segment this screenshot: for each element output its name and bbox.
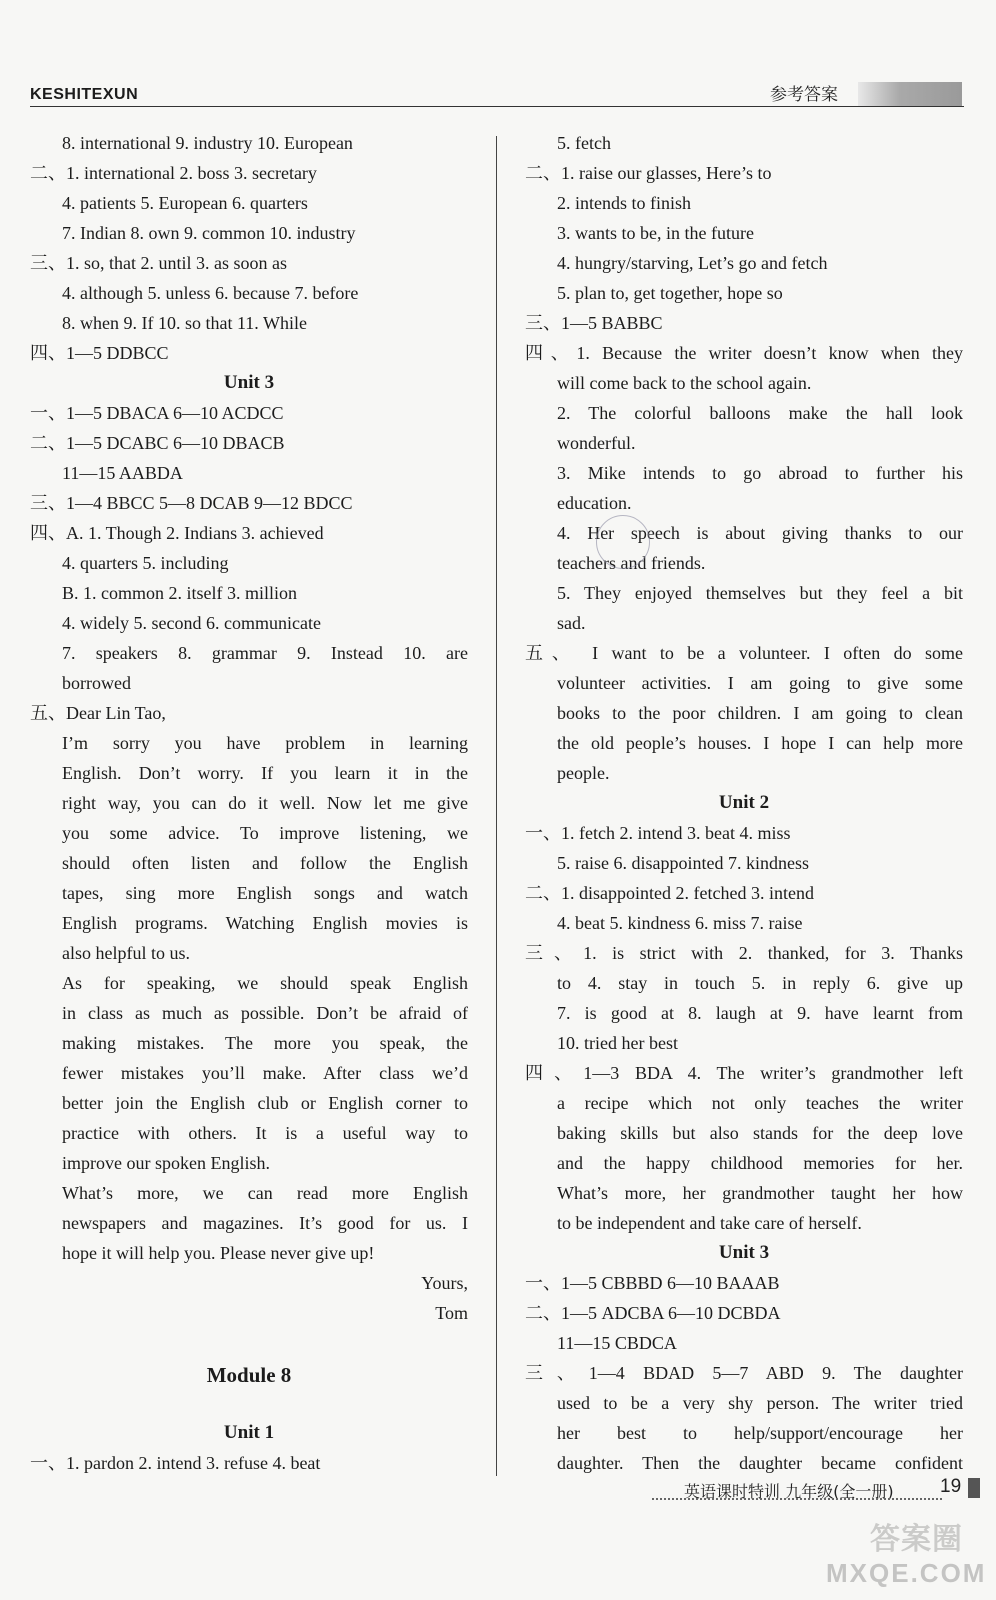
left-column-line (30, 1328, 468, 1358)
header-decoration-bar (858, 82, 962, 106)
left-column-line: As for speaking, we should speak English (62, 973, 468, 993)
right-column-line: a recipe which not only teaches the writer (557, 1093, 963, 1113)
right-column-line: 五、 I want to be a volunteer. I often do some (525, 643, 963, 663)
left-column-line: practice with others. It is a useful way to (62, 1123, 468, 1143)
right-column-line: 三、1—5 BABBC (525, 313, 663, 333)
left-column-line: you some advice. To improve listening, we (62, 823, 468, 843)
left-column-line: in class as much as possible. Don’t be afraid of (62, 1003, 468, 1023)
left-column-line: tapes, sing more English songs and watch (62, 883, 468, 903)
left-column-line: Module 8 (206, 1363, 292, 1387)
right-column-line: to 4. stay in touch 5. in reply 6. give up (557, 973, 963, 993)
left-column-line: Yours, (421, 1273, 468, 1293)
left-column-line: 三、1—4 BBCC 5—8 DCAB 9—12 BDCC (30, 493, 353, 513)
left-column-line: 11—15 AABDA (62, 463, 183, 483)
right-column-line: 一、1—5 CBBBD 6—10 BAAAB (525, 1273, 780, 1293)
right-column-line: 一、1. fetch 2. intend 3. beat 4. miss (525, 823, 791, 843)
left-column-line: 三、1. so, that 2. until 3. as soon as (30, 253, 287, 273)
right-column-line: baking skills but also stands for the deep love (557, 1123, 963, 1143)
left-column-line: 五、Dear Lin Tao, (30, 703, 166, 723)
left-column-line: 四、A. 1. Though 2. Indians 3. achieved (30, 523, 324, 543)
right-column-line: 二、1. raise our glasses, Here’s to (525, 163, 772, 183)
right-column-line: 3. wants to be, in the future (557, 223, 754, 243)
right-column-line: education. (557, 493, 632, 513)
left-column-line: better join the English club or English corner to (62, 1093, 468, 1113)
right-column-line: to be independent and take care of herself. (557, 1213, 862, 1233)
footer-decoration-bar (968, 1478, 980, 1498)
left-column-line: right way, you can do it well. Now let me give (62, 793, 468, 813)
footer-dotted-rule (652, 1498, 942, 1500)
left-column-line: 二、1. international 2. boss 3. secretary (30, 163, 317, 183)
seal-stamp (596, 515, 650, 569)
left-column-line: English programs. Watching English movies is (62, 913, 468, 933)
right-column-line: Unit 2 (718, 792, 770, 813)
left-column-line: 4. patients 5. European 6. quarters (62, 193, 308, 213)
right-column-line: 5. They enjoyed themselves but they feel a bit (557, 583, 963, 603)
right-column-line: 4. beat 5. kindness 6. miss 7. raise (557, 913, 803, 933)
left-column (30, 128, 468, 1478)
right-column-line: will come back to the school again. (557, 373, 812, 393)
left-column-line: Unit 1 (223, 1422, 275, 1443)
right-column-line: 三、1. is strict with 2. thanked, for 3. Thanks (525, 943, 963, 963)
left-column-line: also helpful to us. (62, 943, 190, 963)
left-column-line: 7. speakers 8. grammar 9. Instead 10. are (62, 643, 468, 663)
left-column-line: What’s more, we can read more English (62, 1183, 468, 1203)
header-title: 参考答案 (770, 85, 838, 105)
right-column-line: 4. hungry/starving, Let’s go and fetch (557, 253, 828, 273)
right-column-line: 5. fetch (557, 133, 611, 153)
watermark-url: MXQE.COM (826, 1558, 987, 1588)
right-column-line: her best to help/support/encourage her (557, 1423, 963, 1443)
right-column-line: 4. Her speech is about giving thanks to our (557, 523, 963, 543)
left-column-line: I’m sorry you have problem in learning (62, 733, 468, 753)
right-column (525, 128, 963, 1478)
right-column-line: books to the poor children. I am going to clean (557, 703, 963, 723)
left-column-line: English. Don’t worry. If you learn it in the (62, 763, 468, 783)
left-column-line: should often listen and follow the English (62, 853, 468, 873)
right-column-line: the old people’s houses. I hope I can help more (557, 733, 963, 753)
page-number: 19 (940, 1476, 962, 1497)
left-column-line: improve our spoken English. (62, 1153, 270, 1173)
right-column-line: 四、1—3 BDA 4. The writer’s grandmother left (525, 1063, 963, 1083)
left-column-line: newspapers and magazines. It’s good for us. I (62, 1213, 468, 1233)
right-column-line: people. (557, 763, 610, 783)
header-rule (30, 106, 964, 107)
left-column-line: hope it will help you. Please never give up! (62, 1243, 375, 1263)
left-column-line: Unit 3 (223, 372, 275, 393)
header-brand: KESHITEXUN (30, 86, 139, 103)
right-column-line: 7. is good at 8. laugh at 9. have learnt from (557, 1003, 963, 1023)
right-column-line: 2. The colorful balloons make the hall look (557, 403, 963, 423)
right-column-line: daughter. Then the daughter became confident (557, 1453, 963, 1473)
left-column-line: 7. Indian 8. own 9. common 10. industry (62, 223, 356, 243)
right-column-line: teachers and friends. (557, 553, 706, 573)
right-column-line: 二、1—5 ADCBA 6—10 DCBDA (525, 1303, 781, 1323)
right-column-line: wonderful. (557, 433, 636, 453)
left-column-line: 一、1. pardon 2. intend 3. refuse 4. beat (30, 1453, 321, 1473)
right-column-line: 3. Mike intends to go abroad to further his (557, 463, 963, 483)
right-column-line: and the happy childhood memories for her. (557, 1153, 963, 1173)
right-column-line: Unit 3 (718, 1242, 770, 1263)
right-column-line: 2. intends to finish (557, 193, 691, 213)
right-column-line: 10. tried her best (557, 1033, 678, 1053)
left-column-line: 8. when 9. If 10. so that 11. While (62, 313, 307, 333)
left-column-line: making mistakes. The more you speak, the (62, 1033, 468, 1053)
right-column-line: What’s more, her grandmother taught her how (557, 1183, 963, 1203)
right-column-line: volunteer activities. I am going to give some (557, 673, 963, 693)
right-column-line: 三、1—4 BDAD 5—7 ABD 9. The daughter (525, 1363, 963, 1383)
right-column-line: 11—15 CBDCA (557, 1333, 677, 1353)
left-column-line: 一、1—5 DBACA 6—10 ACDCC (30, 403, 284, 423)
left-column-line: 二、1—5 DCABC 6—10 DBACB (30, 433, 285, 453)
right-column-line: 四、1. Because the writer doesn’t know when they (525, 343, 963, 363)
left-column-line (30, 1392, 468, 1418)
left-column-line: 4. although 5. unless 6. because 7. before (62, 283, 359, 303)
watermark-logo: 答案圈 (870, 1523, 963, 1556)
left-column-line: 8. international 9. industry 10. European (62, 133, 353, 153)
left-column-line: 4. quarters 5. including (62, 553, 229, 573)
right-column-line: 二、1. disappointed 2. fetched 3. intend (525, 883, 814, 903)
left-column-line: B. 1. common 2. itself 3. million (62, 583, 297, 603)
left-column-line: 4. widely 5. second 6. communicate (62, 613, 321, 633)
footer-book-title: 英语课时特训 九年级(全一册) (684, 1482, 894, 1501)
right-column-line: 5. raise 6. disappointed 7. kindness (557, 853, 809, 873)
left-column-line: 四、1—5 DDBCC (30, 343, 169, 363)
column-divider (496, 136, 497, 1476)
left-column-line: borrowed (62, 673, 131, 693)
right-column-line: 5. plan to, get together, hope so (557, 283, 783, 303)
right-column-line: sad. (557, 613, 586, 633)
right-column-line: used to be a very shy person. The writer tried (557, 1393, 963, 1413)
left-column-line: fewer mistakes you’ll make. After class we’d (62, 1063, 468, 1083)
left-column-line: Tom (435, 1303, 468, 1323)
